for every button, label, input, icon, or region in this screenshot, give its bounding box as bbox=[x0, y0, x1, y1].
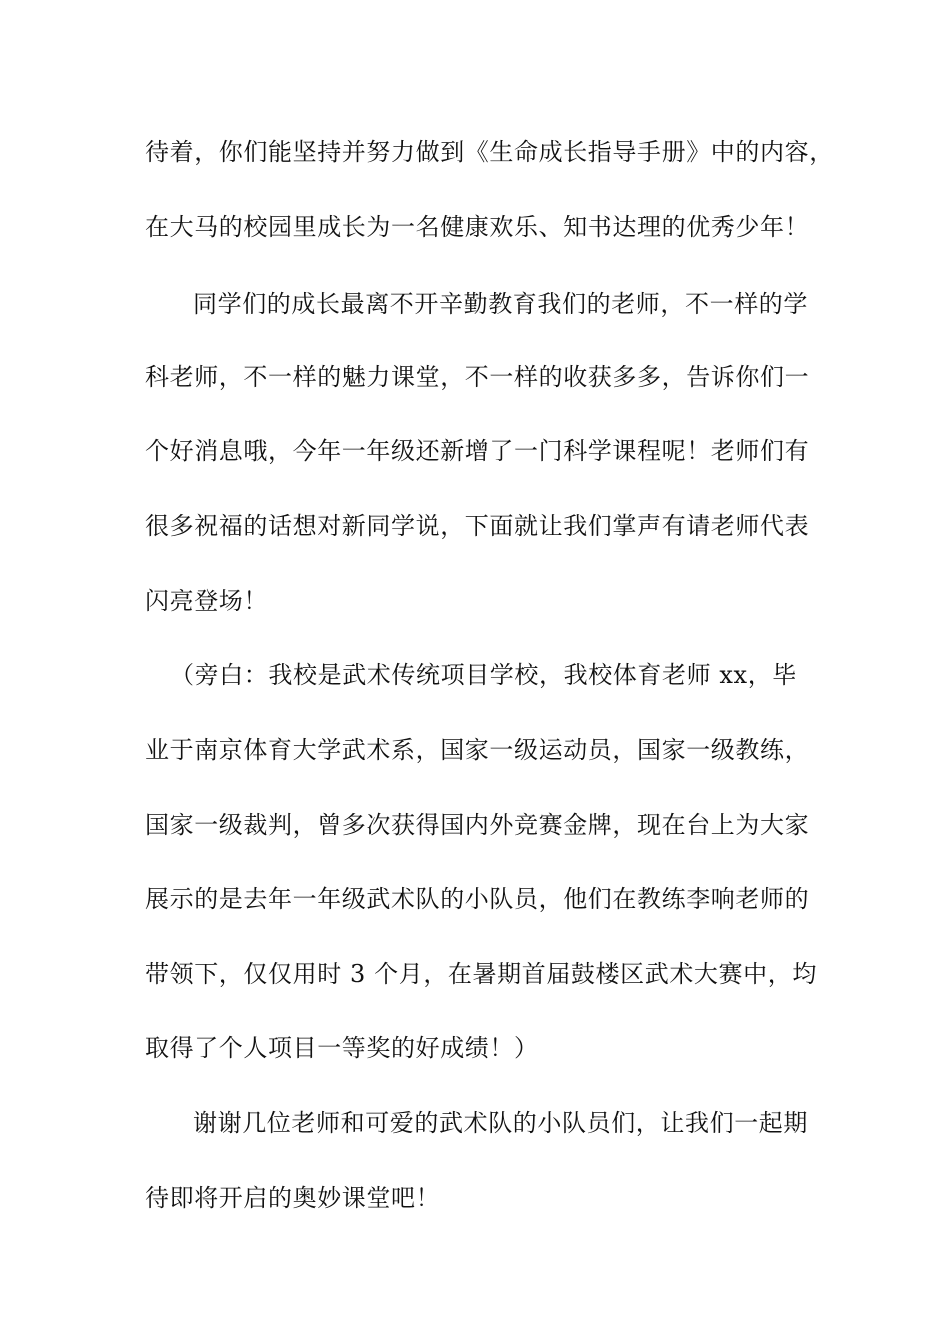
text-line: 待着，你们能坚持并努力做到《生命成长指导手册》中的内容， bbox=[145, 138, 834, 166]
text-line: 在大马的校园里成长为一名健康欢乐、知书达理的优秀少年！ bbox=[145, 213, 810, 241]
paragraph-start-line: 同学们的成长最离不开辛勤教育我们的老师，不一样的学 bbox=[193, 290, 808, 318]
text-line: 待即将开启的奥妙课堂吧！ bbox=[145, 1184, 441, 1212]
text-line: 展示的是去年一年级武术队的小队员，他们在教练李响老师的 bbox=[145, 885, 810, 913]
text-line: 取得了个人项目一等奖的好成绩！） bbox=[145, 1034, 539, 1062]
text-line: 国家一级裁判，曾多次获得国内外竞赛金牌，现在台上为大家 bbox=[145, 811, 810, 839]
text-line: 业于南京体育大学武术系，国家一级运动员，国家一级教练， bbox=[145, 736, 810, 764]
text-line: 闪亮登场！ bbox=[145, 587, 268, 615]
text-line: 科老师，不一样的魅力课堂，不一样的收获多多，告诉你们一 bbox=[145, 363, 810, 391]
text-line: 带领下，仅仅用时 3 个月，在暑期首届鼓楼区武术大赛中，均 bbox=[145, 960, 817, 988]
text-line: 个好消息哦，今年一年级还新增了一门科学课程呢！老师们有 bbox=[145, 437, 810, 465]
paragraph-start-line: 谢谢几位老师和可爱的武术队的小队员们，让我们一起期 bbox=[193, 1109, 808, 1137]
text-line: 很多祝福的话想对新同学说，下面就让我们掌声有请老师代表 bbox=[145, 512, 810, 540]
paragraph-start-line: （旁白：我校是武术传统项目学校，我校体育老师 xx，毕 bbox=[170, 661, 797, 689]
